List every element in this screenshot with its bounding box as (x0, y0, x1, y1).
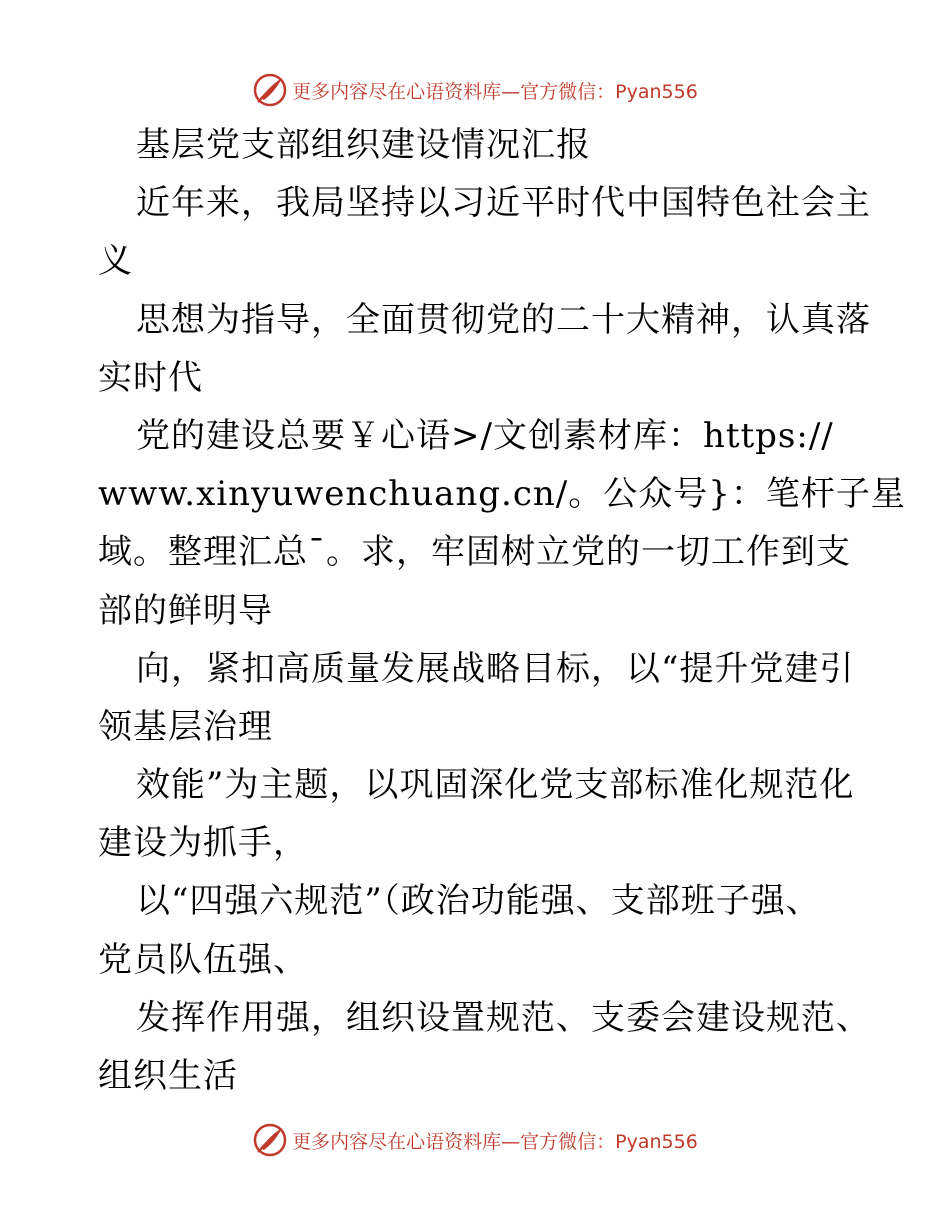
paragraph-line: 实时代 (98, 357, 203, 398)
paragraph-line: 党员队伍强、 (98, 939, 308, 980)
header-watermark-text: 更多内容尽在心语资料库—官方微信：Pyan556 (292, 80, 698, 103)
paragraph-line: 效能”为主题，以巩固深化党支部标准化规范化 (136, 765, 855, 806)
paragraph-line: www.xinyuwenchuang.cn/。公众号}：笔杆子星 (98, 474, 906, 515)
paragraph-line: 近年来，我局坚持以习近平时代中国特色社会主 (136, 183, 871, 224)
footer-watermark-text: 更多内容尽在心语资料库—官方微信：Pyan556 (292, 1130, 698, 1153)
paragraph-line: 义 (98, 241, 133, 282)
footer-watermark-banner (0, 1120, 950, 1160)
header-watermark (252, 72, 698, 108)
quill-logo-icon (252, 72, 288, 108)
paragraph-line: 域。整理汇总¯。求，牢固树立党的一切工作到支 (98, 532, 851, 573)
paragraph-line: 向，紧扣高质量发展战略目标，以“提升党建引 (136, 648, 855, 689)
paragraph-line: 建设为抓手， (98, 823, 308, 864)
footer-watermark (252, 1122, 698, 1158)
paragraph-line: 组织生活 (98, 1056, 238, 1096)
paragraph-line: 党的建设总要￥心语>/文创素材库：https:// (136, 415, 834, 456)
document-title: 基层党支部组织建设情况汇报 (136, 125, 591, 165)
document-body (98, 116, 906, 1105)
paragraph-line: 以“四强六规范”（政治功能强、支部班子强、 (136, 881, 821, 922)
paragraph-line: 思想为指导，全面贯彻党的二十大精神，认真落 (136, 299, 871, 340)
paragraph-line: 领基层治理 (98, 706, 273, 747)
quill-logo-icon (252, 1122, 288, 1158)
paragraph-line: 部的鲜明导 (98, 590, 273, 631)
header-watermark-banner (0, 70, 950, 110)
paragraph-line: 发挥作用强，组织设置规范、支委会建设规范、 (136, 997, 871, 1038)
